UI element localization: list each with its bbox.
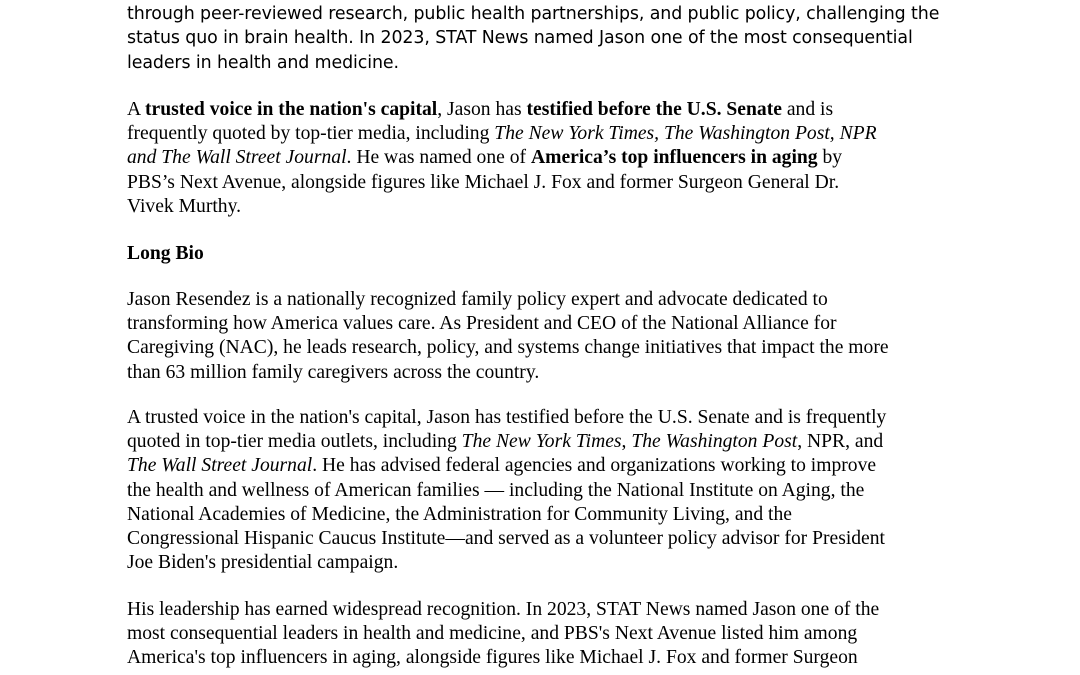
text-line: and The Wall Street Journal. He was named one of America’s top influencers in aging by bbox=[127, 147, 843, 169]
text-line: through peer-reviewed research, public health partnerships, and public policy, challenging the bbox=[127, 4, 940, 24]
italic-phrase: The Washington Post bbox=[631, 431, 798, 453]
section-heading: Long Bio bbox=[127, 243, 204, 264]
long-bio-paragraph-3 bbox=[127, 598, 957, 671]
italic-phrase: The New York Times bbox=[461, 431, 622, 453]
text-line: frequently quoted by top-tier media, including The New York Times, The Washington Post, NPR bbox=[127, 123, 877, 145]
short-bio-paragraph bbox=[127, 98, 957, 219]
paragraph-top bbox=[127, 2, 957, 75]
text-line: quoted in top-tier media outlets, including The New York Times, The Washington Post, NPR, and bbox=[127, 431, 884, 453]
text-line: most consequential leaders in health and medicine, and PBS's Next Avenue listed him among bbox=[127, 623, 858, 645]
long-bio-paragraph-2 bbox=[127, 406, 957, 575]
italic-phrase: The Wall Street Journal bbox=[127, 455, 313, 477]
text-line: A trusted voice in the nation's capital, Jason has testified before the U.S. Senate and is bbox=[127, 99, 834, 120]
text-line: Jason Resendez is a nationally recognized family policy expert and advocate dedicated to bbox=[127, 289, 828, 310]
text-line: America's top influencers in aging, alongside figures like Michael J. Fox and former Surgeon bbox=[127, 647, 858, 669]
long-bio-paragraph-1 bbox=[127, 288, 957, 385]
text-line: transforming how America values care. As President and CEO of the National Alliance for bbox=[127, 313, 837, 335]
text-line: status quo in brain health. In 2023, STAT News named Jason one of the most consequential bbox=[127, 28, 913, 49]
text-line: His leadership has earned widespread recognition. In 2023, STAT News named Jason one of the bbox=[127, 599, 880, 620]
text-line: The Wall Street Journal. He has advised federal agencies and organizations working to improve bbox=[127, 455, 877, 477]
italic-phrase: The New York Times, The Washington Post, NPR bbox=[494, 123, 877, 145]
bold-phrase: America’s top influencers in aging bbox=[530, 147, 818, 169]
bold-phrase: trusted voice in the nation's capital bbox=[144, 99, 438, 120]
text-line: Joe Biden's presidential campaign. bbox=[127, 552, 399, 574]
text-line: Congressional Hispanic Caucus Institute—and served as a volunteer policy advisor for President bbox=[127, 528, 885, 550]
text-line: Vivek Murthy. bbox=[127, 195, 242, 217]
bold-phrase: testified before the U.S. Senate bbox=[526, 99, 782, 120]
text-line: than 63 million family caregivers across the country. bbox=[127, 361, 540, 383]
text-line: A trusted voice in the nation's capital, Jason has testified before the U.S. Senate and is frequently bbox=[127, 407, 887, 428]
text-line: National Academies of Medicine, the Administration for Community Living, and the bbox=[127, 503, 792, 525]
text-line: PBS’s Next Avenue, alongside figures like Michael J. Fox and former Surgeon General Dr. bbox=[127, 171, 840, 193]
text-line: leaders in health and medicine. bbox=[127, 52, 399, 73]
text-line: the health and wellness of American families — including the National Institute on Aging, the bbox=[127, 479, 865, 501]
long-bio-heading bbox=[127, 242, 957, 266]
italic-phrase: and The Wall Street Journal bbox=[127, 147, 347, 169]
text-line: Caregiving (NAC), he leads research, policy, and systems change initiatives that impact the more bbox=[127, 337, 889, 359]
